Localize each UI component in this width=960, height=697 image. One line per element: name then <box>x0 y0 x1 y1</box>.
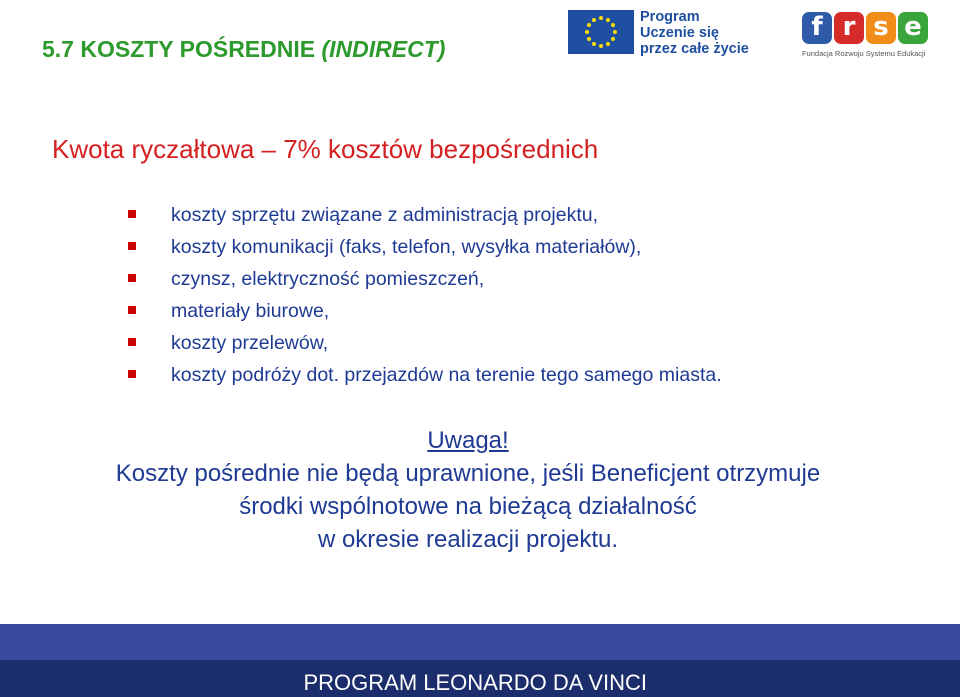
frse-letter-f: f <box>802 12 832 44</box>
list-item <box>128 200 722 232</box>
list-item-text: koszty komunikacji (faks, telefon, wysyłka materiałów), <box>171 236 642 258</box>
frse-logo <box>802 12 938 62</box>
list-item-text: czynsz, elektryczność pomieszczeń, <box>171 268 485 290</box>
slide-title-italic: (INDIRECT) <box>321 36 446 62</box>
square-bullet-icon <box>128 370 136 378</box>
eu-program-line3: przez całe życie <box>640 41 749 57</box>
list-item <box>128 264 722 296</box>
list-item <box>128 328 722 360</box>
cost-list <box>128 200 722 392</box>
frse-letters <box>802 12 928 46</box>
list-item-text: koszty podróży dot. przejazdów na terenie tego samego miasta. <box>171 364 722 386</box>
frse-letter-r: r <box>834 12 864 44</box>
square-bullet-icon <box>128 274 136 282</box>
square-bullet-icon <box>128 338 136 346</box>
footer-program-name: PROGRAM LEONARDO DA VINCI <box>303 670 647 695</box>
eu-flag-icon <box>568 10 634 54</box>
list-item-text: materiały biurowe, <box>171 300 330 322</box>
frse-caption: Fundacja Rozwoju Systemu Edukacji <box>802 49 926 58</box>
slide-title <box>42 36 445 63</box>
frse-letter-s: s <box>866 12 896 44</box>
warning-line1: Koszty pośrednie nie będą uprawnione, jeśli Beneficjent otrzymuje <box>115 460 821 487</box>
frse-letter-e: e <box>898 12 928 44</box>
slide-title-main: 5.7 KOSZTY POŚREDNIE <box>42 36 322 62</box>
subtitle: Kwota ryczałtowa – 7% kosztów bezpośrednich <box>52 134 599 164</box>
list-item <box>128 360 722 392</box>
warning-heading: Uwaga! <box>427 427 509 454</box>
eu-program-line2: Uczenie się <box>640 25 719 41</box>
square-bullet-icon <box>128 306 136 314</box>
eu-program-logo <box>568 9 749 58</box>
warning-note <box>0 424 936 556</box>
square-bullet-icon <box>128 242 136 250</box>
eu-program-name <box>640 9 749 57</box>
footer-band-top <box>0 624 960 660</box>
list-item <box>128 296 722 328</box>
list-item-text: koszty sprzętu związane z administracją projektu, <box>171 204 599 226</box>
square-bullet-icon <box>128 210 136 218</box>
eu-program-line1: Program <box>640 9 700 25</box>
list-item-text: koszty przelewów, <box>171 332 329 354</box>
warning-line3: w okresie realizacji projektu. <box>317 526 619 553</box>
list-item <box>128 232 722 264</box>
warning-line2: środki wspólnotowe na bieżącą działalność <box>239 493 697 520</box>
